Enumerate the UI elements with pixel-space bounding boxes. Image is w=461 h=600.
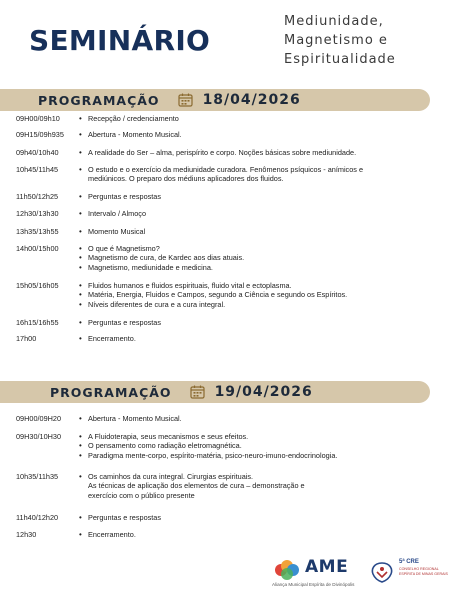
schedule-time: 15h05/16h05 xyxy=(16,281,59,290)
schedule-items xyxy=(79,244,244,272)
schedule-time: 09h40/10h40 xyxy=(16,148,59,157)
schedule-time: 09H00/09h10 xyxy=(16,114,60,123)
schedule-item: • A Fluidoterapia, seus mecanismos e seus efeitos. xyxy=(79,432,337,441)
schedule-item: • Fluidos humanos e fluidos espirituais, fluido vital e ectoplasma. xyxy=(79,281,347,290)
subtitle-line: Mediunidade, xyxy=(284,14,384,29)
schedule-time: 09H30/10H30 xyxy=(16,432,62,441)
schedule-time: 10h45/11h45 xyxy=(16,165,59,174)
cre-subtitle: CONSELHO REGIONAL ESPÍRITA DE MINAS GERAIS xyxy=(399,567,448,576)
schedule-items xyxy=(79,192,161,201)
cre-title: 5ª CRE xyxy=(399,559,419,565)
schedule-item: • Perguntas e respostas xyxy=(79,318,161,327)
schedule-items xyxy=(79,432,337,460)
schedule-time: 11h40/12h20 xyxy=(16,513,59,522)
schedule-items xyxy=(79,165,363,184)
schedule-time: 09H15/09h935 xyxy=(16,130,64,139)
schedule-items xyxy=(79,227,145,236)
schedule-item: • Recepção / credenciamento xyxy=(79,114,179,123)
schedule-item: • Matéria, Energia, Fluidos e Campos, segundo a Ciência e segundo os Espíritos. xyxy=(79,290,347,299)
schedule-items xyxy=(79,472,305,500)
schedule-time: 10h35/11h35 xyxy=(16,472,59,481)
schedule-item: As técnicas de aplicação dos elementos de cura – demonstração e xyxy=(88,481,305,491)
schedule-item: • Intervalo / Almoço xyxy=(79,209,146,218)
schedule-items xyxy=(79,209,146,218)
schedule-item: • O pensamento como radiação eletromagnética. xyxy=(79,441,337,450)
footer-logos xyxy=(272,557,452,591)
subtitle-line: Magnetismo e xyxy=(284,33,388,48)
schedule-item: mediúnicos. O preparo dos médiuns aplicadores dos fluidos. xyxy=(88,174,284,184)
schedule-items xyxy=(79,334,136,343)
schedule-item: exercício com o público presente xyxy=(88,490,195,500)
schedule-item: • Momento Musical xyxy=(79,227,145,236)
schedule-time: 09H00/09H20 xyxy=(16,414,62,423)
schedule-time: 16h15/16h55 xyxy=(16,318,59,327)
schedule-item: • Encerramento. xyxy=(79,530,136,539)
schedule-time: 17h00 xyxy=(16,334,37,343)
schedule-item: • Abertura - Momento Musical. xyxy=(79,414,182,423)
schedule-time: 13h35/13h55 xyxy=(16,227,59,236)
schedule-items xyxy=(79,318,161,327)
page-title: SEMINÁRIO xyxy=(29,24,211,57)
schedule-time: 14h00/15h00 xyxy=(16,244,59,253)
schedule-item: • O estudo e o exercício da mediunidade curadora. Fenômenos psíquicos - anímicos e xyxy=(79,165,363,174)
subtitle xyxy=(284,12,454,69)
schedule-item: • Encerramento. xyxy=(79,334,136,343)
calendar-icon xyxy=(190,385,205,399)
schedule-items xyxy=(79,513,161,522)
program-label: PROGRAMAÇÃO xyxy=(50,384,172,400)
subtitle-line: Espiritualidade xyxy=(284,52,396,67)
schedule-item: • Magnetismo, mediunidade e medicina. xyxy=(79,263,244,272)
schedule-item: • Abertura - Momento Musical. xyxy=(79,130,182,139)
program-label: PROGRAMAÇÃO xyxy=(38,92,160,108)
schedule-time: 11h50/12h25 xyxy=(16,192,59,201)
schedule-items xyxy=(79,281,347,309)
calendar-icon xyxy=(178,93,193,107)
schedule-item: • Perguntas e respostas xyxy=(79,513,161,522)
schedule-items xyxy=(79,130,182,139)
program-banner-day1 xyxy=(0,89,430,111)
cre-logo-icon xyxy=(369,560,395,584)
program-banner-day2 xyxy=(0,381,430,403)
schedule-item: • Níveis diferentes de cura e a cura integral. xyxy=(79,300,347,309)
ame-logo-icon xyxy=(272,557,302,583)
schedule-items xyxy=(79,530,136,539)
schedule-time: 12h30/13h30 xyxy=(16,209,59,218)
schedule-items xyxy=(79,148,356,157)
schedule-items xyxy=(79,114,179,123)
program-date: 18/04/2026 xyxy=(202,92,301,108)
schedule-item: • Magnetismo de cura, de Kardec aos dias atuais. xyxy=(79,253,244,262)
schedule-time: 12h30 xyxy=(16,530,37,539)
ame-name: AME xyxy=(305,557,349,577)
schedule-item: • Paradigma mente-corpo, espírito-matéria, psico-neuro-imuno-endocrinologia. xyxy=(79,451,337,460)
schedule-item: • O que é Magnetismo? xyxy=(79,244,244,253)
ame-subtitle: Aliança Municipal Espírita de Divinópolis xyxy=(272,582,355,587)
schedule-item: • A realidade do Ser – alma, perispírito e corpo. Noções básicas sobre mediunidade. xyxy=(79,148,356,157)
schedule-item: • Perguntas e respostas xyxy=(79,192,161,201)
schedule-items xyxy=(79,414,182,423)
program-date: 19/04/2026 xyxy=(214,384,313,400)
schedule-item: • Os caminhos da cura integral. Cirurgias espirituais. xyxy=(79,472,305,481)
